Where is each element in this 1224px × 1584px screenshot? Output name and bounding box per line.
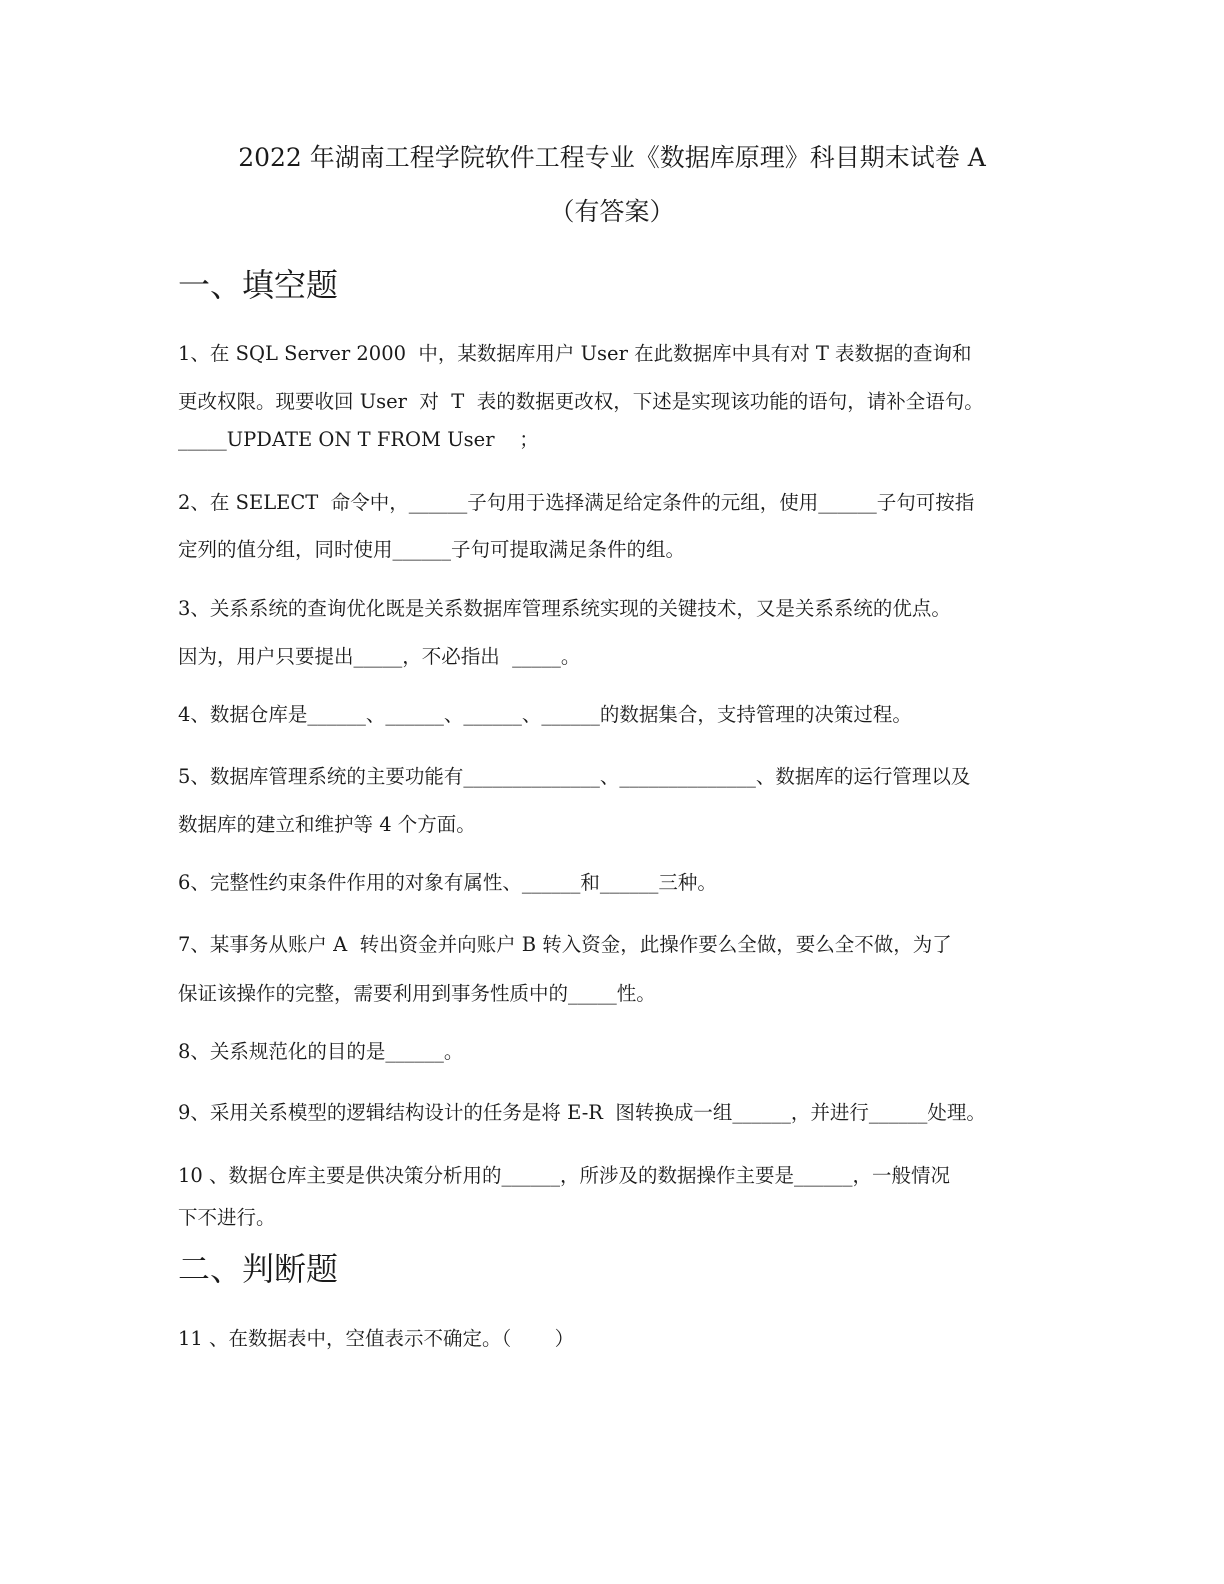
question-3-line-2: 因为，用户只要提出_____，不必指出 _____。: [178, 645, 581, 668]
question-1-line-2: 更改权限。现要收回 User 对 T 表的数据更改权，下述是实现该功能的语句，请补全语句。: [178, 390, 984, 413]
question-6-line-1: 6、完整性约束条件作用的对象有属性、______和______三种。: [178, 871, 717, 894]
question-5-line-2: 数据库的建立和维护等 4 个方面。: [178, 813, 476, 836]
question-9-line-1: 9、采用关系模型的逻辑结构设计的任务是将 E-R 图转换成一组______，并进行______处理。: [178, 1101, 986, 1124]
question-4-line-1: 4、数据仓库是______、______、______、______的数据集合，支持管理的决策过程。: [178, 703, 912, 726]
question-2-line-1: 2、在 SELECT 命令中，______子句用于选择满足给定条件的元组，使用______子句可按指: [178, 491, 975, 514]
section-heading-true-false: 二、判断题: [178, 1250, 339, 1288]
question-1-line-1: 1、在 SQL Server 2000 中，某数据库用户 User 在此数据库中具有对 T 表数据的查询和: [178, 342, 972, 365]
question-3-line-1: 3、关系系统的查询优化既是关系数据库管理系统实现的关键技术，又是关系系统的优点。: [178, 597, 951, 620]
section-heading-fill-in: 一、填空题: [178, 266, 339, 304]
question-7-line-2: 保证该操作的完整，需要利用到事务性质中的_____性。: [178, 982, 656, 1005]
page-subtitle: （有答案）: [549, 197, 675, 226]
question-10-line-2: 下不进行。: [178, 1206, 276, 1229]
question-1-line-3: _____UPDATE ON T FROM User ；: [178, 428, 539, 451]
question-10-line-1: 10 、数据仓库主要是供决策分析用的______，所涉及的数据操作主要是______，一般情况: [178, 1164, 951, 1187]
question-2-line-2: 定列的值分组，同时使用______子句可提取满足条件的组。: [178, 538, 686, 561]
question-8-line-1: 8、关系规范化的目的是______。: [178, 1040, 464, 1063]
question-7-line-1: 7、某事务从账户 A 转出资金并向账户 B 转入资金，此操作要么全做，要么全不做，为了: [178, 933, 952, 956]
question-5-line-1: 5、数据库管理系统的主要功能有______________、______________、数据库的运行管理以及: [178, 765, 971, 788]
page-title: 2022 年湖南工程学院软件工程专业《数据库原理》科目期末试卷 A: [238, 143, 986, 172]
question-11-line-1: 11 、在数据表中，空值表示不确定。（ ）: [178, 1327, 575, 1350]
